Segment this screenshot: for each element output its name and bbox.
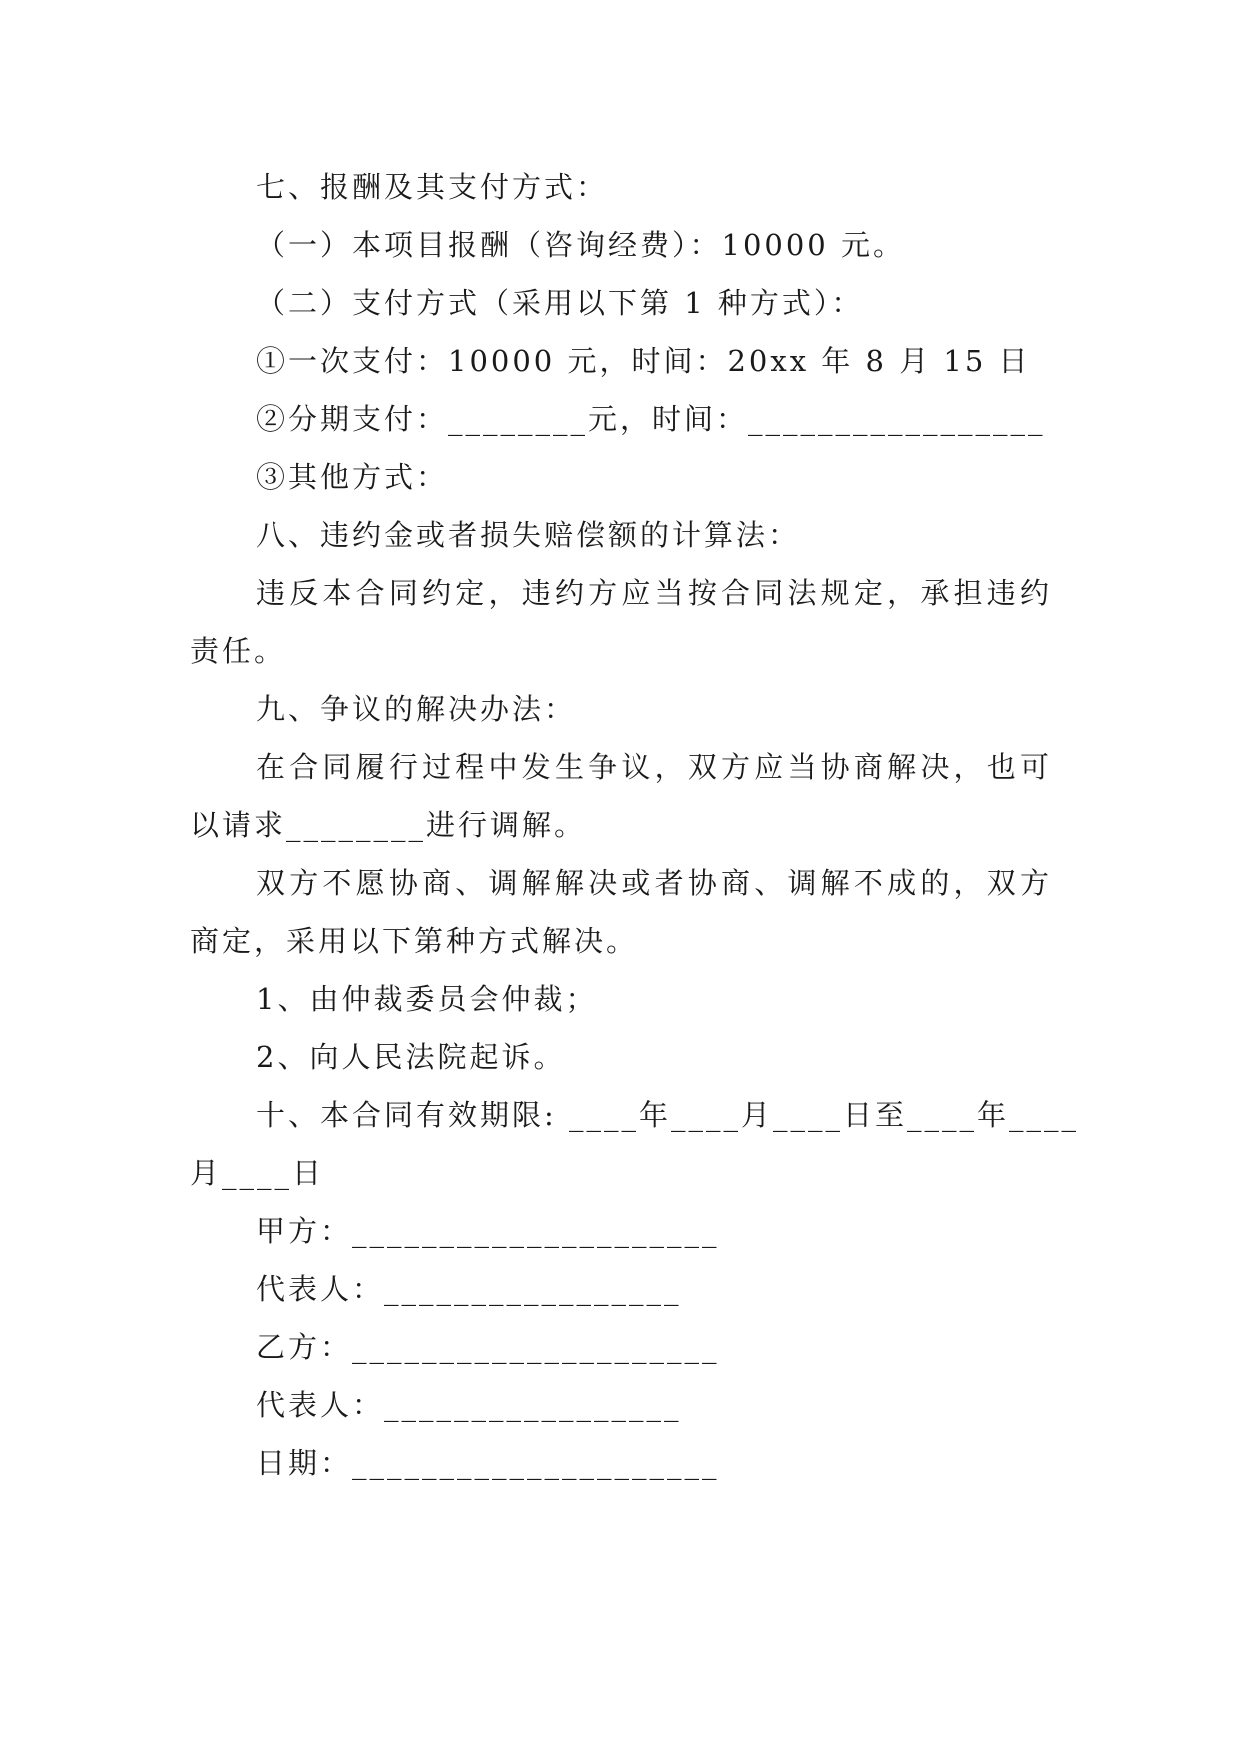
payment-option-installment: ②分期支付：________元，时间：_________________: [256, 402, 1046, 436]
section-10-validity-line-1: 十、本合同有效期限: ____年____月____日至____年____: [256, 1098, 1079, 1132]
party-b-representative: 代表人：_________________: [256, 1388, 682, 1422]
dispute-resolution-line-2: 商定，采用以下第种方式解决。: [190, 924, 639, 958]
section-7-heading: 七、报酬及其支付方式：: [256, 170, 609, 204]
signing-date: 日期：_____________________: [256, 1446, 720, 1480]
resolution-option-arbitration: 1、由仲裁委员会仲裁；: [256, 982, 598, 1016]
dispute-resolution-line-1: 双方不愿协商、调解解决或者协商、调解不成的，双方: [256, 866, 1052, 900]
resolution-option-court: 2、向人民法院起诉。: [256, 1040, 566, 1074]
section-8-heading: 八、违约金或者损失赔偿额的计算法：: [256, 518, 801, 552]
section-10-validity-line-2: 月____日: [190, 1156, 325, 1190]
breach-clause-line-1: 违反本合同约定，违约方应当按合同法规定，承担违约: [256, 576, 1052, 610]
party-a-representative: 代表人：_________________: [256, 1272, 682, 1306]
breach-clause-line-2: 责任。: [190, 634, 287, 668]
party-a-signature: 甲方：_____________________: [256, 1214, 720, 1248]
dispute-clause-line-1: 在合同履行过程中发生争议，双方应当协商解决，也可: [256, 750, 1052, 784]
remuneration-amount: （一）本项目报酬（咨询经费）：10000 元。: [256, 228, 905, 262]
payment-option-other: ③其他方式：: [256, 460, 449, 494]
dispute-clause-line-2: 以请求________进行调解。: [190, 808, 587, 842]
section-9-heading: 九、争议的解决办法：: [256, 692, 577, 726]
document-body: [190, 158, 1079, 1492]
payment-option-lump-sum: ①一次支付：10000 元，时间：20xx 年 8 月 15 日: [256, 344, 1031, 378]
party-b-signature: 乙方：_____________________: [256, 1330, 720, 1364]
payment-method-heading: （二）支付方式（采用以下第 1 种方式）：: [256, 286, 864, 320]
